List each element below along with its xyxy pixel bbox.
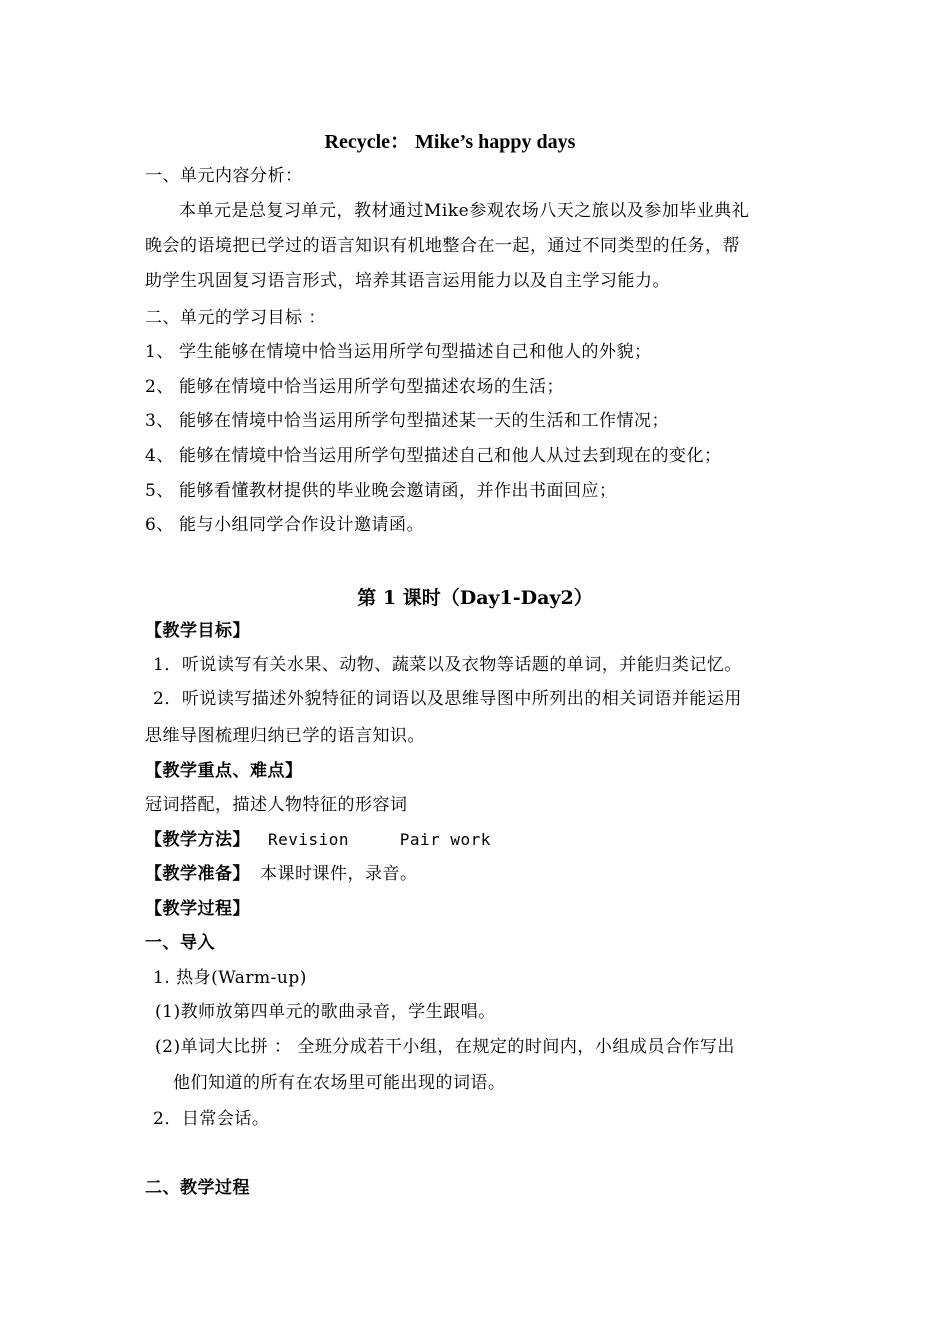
paragraph-line: 本单元是总复习单元，教材通过Mike参观农场八天之旅以及参加毕业典礼 <box>179 201 750 221</box>
objective-line: 思维导图梳理归纳已学的语言知识。 <box>145 726 425 746</box>
preparation-text: 本课时课件，录音。 <box>260 864 418 884</box>
list-item <box>145 446 810 466</box>
list-number: 4、 <box>145 446 174 466</box>
warmup-line: 1. 热身(Warm-up) <box>153 968 307 988</box>
list-item <box>145 342 810 362</box>
lesson-title: 第 1 课时（Day1-Day2） <box>357 587 593 609</box>
intro-heading: 一、导入 <box>145 933 215 953</box>
list-number: 5、 <box>145 481 174 501</box>
list-item <box>145 377 810 397</box>
list-item <box>145 411 810 431</box>
paragraph-line: 晚会的语境把已学过的语言知识有机地整合在一起，通过不同类型的任务，帮 <box>145 236 740 256</box>
list-number: 2、 <box>145 377 174 397</box>
preparation-heading: 【教学准备】 <box>145 864 250 884</box>
daily-talk-line: 2．日常会话。 <box>153 1109 270 1129</box>
methods-line <box>145 830 810 850</box>
preparation-line <box>145 864 810 884</box>
list-text: 学生能够在情境中恰当运用所学句型描述自己和他人的外貌； <box>179 342 652 362</box>
keypoints-heading: 【教学重点、难点】 <box>145 761 303 781</box>
list-text: 能与小组同学合作设计邀请函。 <box>179 515 424 535</box>
list-number: 3、 <box>145 411 174 431</box>
list-text: 能够在情境中恰当运用所学句型描述自己和他人从过去到现在的变化； <box>179 446 722 466</box>
keypoints-text: 冠词搭配，描述人物特征的形容词 <box>145 795 408 815</box>
methods-heading: 【教学方法】 <box>145 830 250 850</box>
section-heading-unit-analysis: 一、单元内容分析： <box>145 166 303 186</box>
objective-line: 2．听说读写描述外貌特征的词语以及思维导图中所列出的相关词语并能运用 <box>153 689 742 709</box>
paragraph-line: 助学生巩固复习语言形式，培养其语言运用能力以及自主学习能力。 <box>145 271 670 291</box>
objectives-heading: 【教学目标】 <box>145 621 250 641</box>
process-heading: 【教学过程】 <box>145 899 250 919</box>
methods-text: Revision Pair work <box>268 830 491 849</box>
list-item <box>145 481 810 501</box>
list-text: 能够在情境中恰当运用所学句型描述农场的生活； <box>179 377 564 397</box>
warmup-step: (2)单词大比拼 ： 全班分成若干小组，在规定的时间内，小组成员合作写出 <box>155 1037 735 1057</box>
warmup-step: (1)教师放第四单元的歌曲录音，学生跟唱。 <box>155 1002 496 1022</box>
process2-heading: 二、教学过程 <box>145 1178 250 1198</box>
list-text: 能够看懂教材提供的毕业晚会邀请函，并作出书面回应； <box>179 481 617 501</box>
list-text: 能够在情境中恰当运用所学句型描述某一天的生活和工作情况； <box>179 411 669 431</box>
warmup-step: 他们知道的所有在农场里可能出现的词语。 <box>173 1073 506 1093</box>
list-item <box>145 515 810 535</box>
document-title: Recycle： Mike’s happy days <box>324 131 576 153</box>
section-heading-unit-goals: 二、单元的学习目标 ： <box>145 308 326 328</box>
list-number: 1、 <box>145 342 174 362</box>
list-number: 6、 <box>145 515 174 535</box>
objective-line: 1．听说读写有关水果、动物、蔬菜以及衣物等话题的单词，并能归类记忆。 <box>153 655 742 675</box>
